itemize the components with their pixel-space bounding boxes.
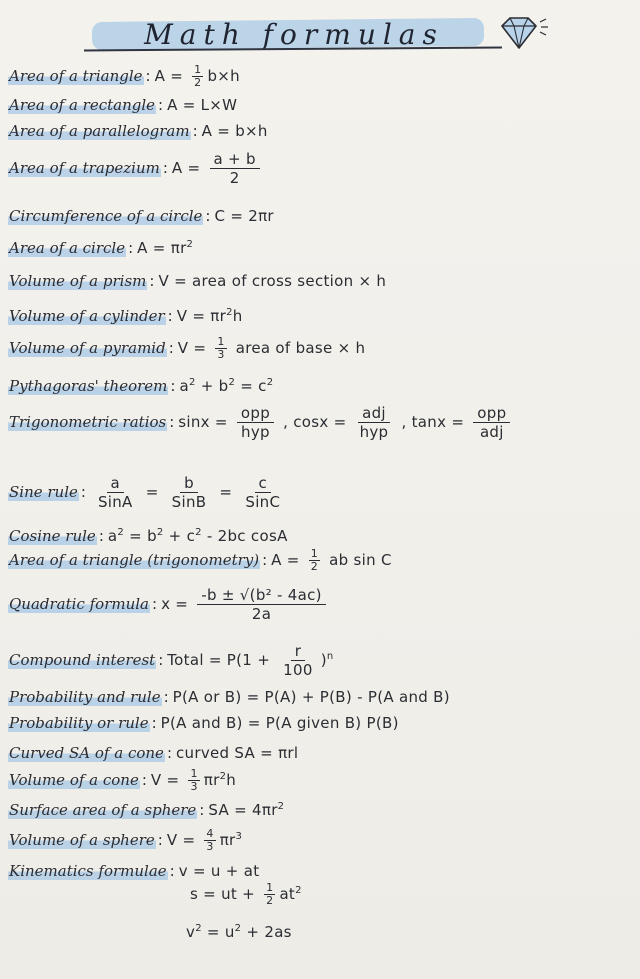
formula-expr: x = $\frac{\text{-b ± √(b² - 4ac)}}{2a}$ [161, 586, 330, 623]
formula-row-sphere-vol: Volume of a sphere : V = $\frac{4}{3}$ $\pi r^3$ [9, 827, 243, 853]
formula-label: Probability or rule [9, 714, 149, 732]
formula-row-cone-sa: Curved SA of a cone : curved SA = πrl [9, 744, 299, 762]
fraction: $\frac{1}{2}$ [266, 881, 274, 907]
formula-expr: $a^2 + b^2 = c^2$ [179, 377, 274, 395]
formula-expr: A = b×h [201, 122, 268, 140]
formula-expr: s = ut + $\frac{1}{2}$ $at^2$ [190, 881, 302, 907]
formula-row-pythagoras: Pythagoras' theorem : $a^2 + b^2 = c^2$ [8, 372, 273, 398]
fraction: $\frac{a}{\text{SinA}}$ [97, 474, 133, 511]
formula-row-pyramid: Volume of a pyramid : V = $\frac{1}{3}$ area of base × h [9, 335, 366, 361]
formula-label: Trigonometric ratios [9, 413, 167, 431]
formula-row-parallelogram: Area of a parallelogram : A = b×h [9, 122, 268, 140]
formula-expr: A = L×W [167, 96, 238, 114]
formula-expr: SA = $4\pi r^2$ [208, 801, 285, 819]
formula-label: Volume of a cylinder [9, 307, 165, 325]
formula-expr: $v^2 = u^2 + 2as$ [186, 923, 292, 941]
formula-row-compound: Compound interest : Total = P(1 + $\frac{r}{100}$ )$^n$ [9, 642, 334, 679]
formula-row-kinematics: Kinematics formulae : v = u + at [9, 862, 260, 880]
fraction: $\frac{c}{\text{SinC}}$ [245, 474, 281, 511]
fraction: $\frac{\text{-b ± √(b² - 4ac)}}{2a}$ [197, 586, 326, 623]
formula-expr: V = $\frac{1}{3}$ $\pi r^2h$ [150, 767, 237, 793]
formula-expr: V = area of cross section × h [158, 272, 387, 290]
formula-row-cosine-rule: Cosine rule : $a^2 = b^2 + c^2 - 2bc$ cosA [8, 522, 288, 548]
formula-expr: V = $\frac{1}{3}$ area of base × h [177, 335, 366, 361]
formula-label: Area of a trapezium [9, 159, 160, 177]
formula-row-quadratic: Quadratic formula : x = $\frac{\text{-b ± √(b² - 4ac)}}{2a}$ [8, 586, 330, 630]
formula-expr: curved SA = πrl [176, 744, 299, 762]
fraction: $\frac{\text{opp}}{\text{hyp}}$ [237, 404, 274, 441]
formula-label: Volume of a cone [9, 771, 139, 789]
formula-label: Pythagoras' theorem [9, 377, 168, 395]
fraction: $\frac{4}{3}$ [206, 827, 214, 853]
formula-row-circumference: Circumference of a circle : C = 2πr [9, 207, 274, 225]
formula-expr: C = 2πr [214, 207, 274, 225]
formula-label: Volume of a sphere [9, 831, 155, 849]
formula-row-sine-rule: Sine rule : $\frac{a}{\text{SinA}}$ = $\frac{b}{\text{SinB}}$ = $\frac{c}{\text{SinC}}$ [8, 474, 288, 514]
formula-expr: P(A or B) = P(A) + P(B) - P(A and B) [172, 688, 450, 706]
formula-expr: sinx = $\frac{\text{opp}}{\text{hyp}}$ , cosx = $\frac{\text{adj}}{\text{hyp}}$ , tanx = $\frac{\text{opp}}{\text{adj}}$ [178, 404, 514, 441]
formula-row-sphere-sa: Surface area of a sphere : SA = $4\pi r^2$ [8, 796, 284, 822]
formula-expr: v = u + at [178, 862, 260, 880]
formula-label: Kinematics formulae [9, 862, 167, 880]
formula-row-prob-and: Probability and rule : P(A or B) = P(A) + P(B) - P(A and B) [9, 688, 450, 706]
formula-label: Area of a rectangle [9, 96, 156, 114]
formula-label: Compound interest [9, 651, 156, 669]
formula-label: Cosine rule [9, 527, 96, 545]
formula-label: Volume of a pyramid [9, 339, 166, 357]
formula-row-cone-vol: Volume of a cone : V = $\frac{1}{3}$ $\pi r^2h$ [9, 767, 237, 793]
fraction: $\frac{b}{\text{SinB}}$ [171, 474, 207, 511]
formula-row-trig-area: Area of a triangle (trigonometry) : A = $\frac{1}{2}$ ab sin C [9, 547, 392, 573]
formula-label: Circumference of a circle [9, 207, 203, 225]
formula-expr: $A = \pi r^2$ [137, 239, 194, 257]
formula-expr: $a^2 = b^2 + c^2 - 2bc$ cosA [107, 527, 288, 545]
formula-label: Curved SA of a cone [9, 744, 164, 762]
fraction: $\frac{1}{3}$ [190, 767, 198, 793]
formula-label: Area of a triangle (trigonometry) [9, 551, 260, 569]
fraction: $\frac{1}{2}$ [194, 63, 202, 89]
formula-expr: A = $\frac{1}{2}$ b×h [154, 63, 240, 89]
kinematics-line-3 [186, 918, 292, 944]
fraction: $\frac{r}{100}$ [283, 642, 313, 679]
formula-expr: $\frac{a}{\text{SinA}}$ = $\frac{b}{\text{SinB}}$ = $\frac{c}{\text{SinC}}$ [90, 474, 288, 511]
fraction: $\frac{\text{adj}}{\text{hyp}}$ [359, 404, 389, 441]
formula-row-circle-area: Area of a circle : $A = \pi r^2$ [8, 234, 193, 260]
formula-expr: A = $\frac{a + b}{2}$ [172, 150, 264, 187]
formula-expr: Total = P(1 + $\frac{r}{100}$ )$^n$ [167, 642, 334, 679]
formula-label: Area of a parallelogram [9, 122, 190, 140]
fraction: $\frac{a + b}{2}$ [210, 150, 260, 187]
formula-row-prism: Volume of a prism : V = area of cross section × h [9, 272, 387, 290]
formula-expr: V = $\frac{4}{3}$ $\pi r^3$ [166, 827, 243, 853]
formula-label: Volume of a prism [9, 272, 147, 290]
formula-label: Quadratic formula [9, 595, 149, 613]
formula-row-prob-or: Probability or rule : P(A and B) = P(A given B) P(B) [9, 714, 399, 732]
kinematics-line-2 [190, 880, 302, 912]
fraction: $\frac{1}{2}$ [310, 547, 319, 573]
formula-row-triangle: Area of a triangle : A = $\frac{1}{2}$ b×h [9, 63, 240, 89]
page-title: Math formulas [144, 18, 444, 51]
fraction: $\frac{\text{opp}}{\text{adj}}$ [473, 404, 510, 441]
formula-label: Probability and rule [9, 688, 161, 706]
formula-row-trapezium: Area of a trapezium : A = $\frac{a + b}{2}$ [8, 150, 264, 176]
formula-label: Sine rule [9, 483, 78, 501]
formula-row-trig: Trigonometric ratios : sinx = $\frac{\text{opp}}{\text{hyp}}$ , cosx = $\frac{\text{adj}}{\text{hyp}}$ , tanx = $\frac{\text{opp}}{\text{adj}}$ [8, 404, 514, 454]
formula-expr: A = $\frac{1}{2}$ ab sin C [271, 547, 392, 573]
formula-label: Area of a triangle [9, 67, 143, 85]
formula-expr: $V = \pi r^2h$ [176, 307, 243, 325]
fraction: $\frac{1}{3}$ [217, 335, 225, 361]
formula-row-cylinder: Volume of a cylinder : $V = \pi r^2h$ [8, 302, 243, 328]
formula-row-rectangle: Area of a rectangle : A = L×W [9, 96, 238, 114]
formula-label: Area of a circle [9, 239, 126, 257]
formula-expr: P(A and B) = P(A given B) P(B) [160, 714, 399, 732]
formula-label: Surface area of a sphere [9, 801, 197, 819]
